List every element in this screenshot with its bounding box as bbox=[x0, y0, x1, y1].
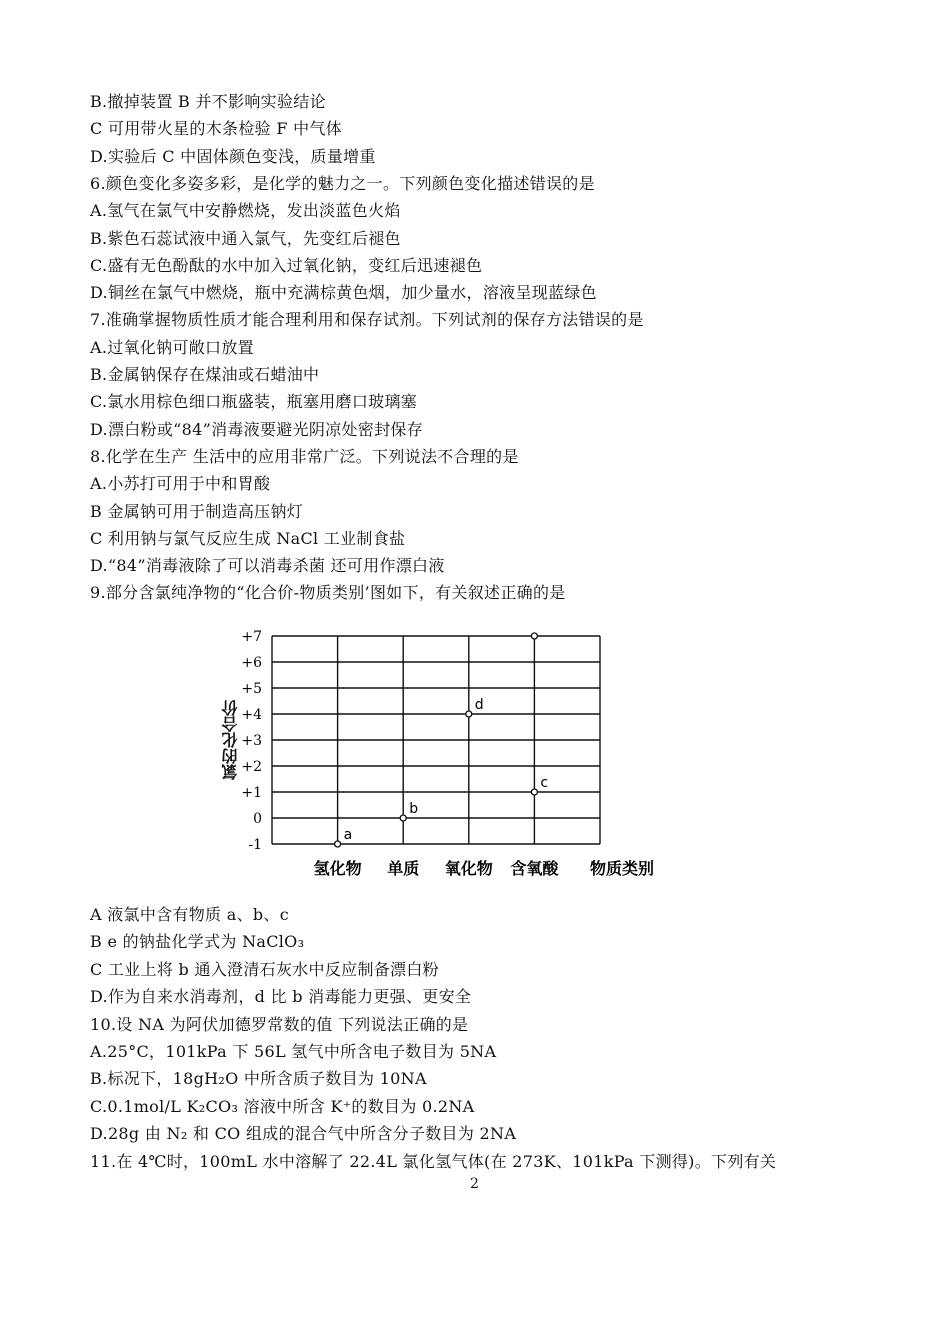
text-line: C.0.1mol/L K₂CO₃ 溶液中所含 K⁺的数目为 0.2NA bbox=[90, 1096, 475, 1116]
text-line: A 液氯中含有物质 a、b、c bbox=[90, 905, 289, 924]
text-line: D.铜丝在氯气中燃烧，瓶中充满棕黄色烟，加少量水，溶液呈现蓝绿色 bbox=[90, 283, 597, 303]
data-point-label: b bbox=[409, 801, 419, 817]
y-tick-label: +7 bbox=[241, 629, 262, 645]
text-line: A.过氧化钠可敞口放置 bbox=[90, 337, 254, 357]
x-axis-label: 物质类别 bbox=[589, 859, 655, 878]
text-line: 6.颜色变化多姿多彩，是化学的魅力之一。下列颜色变化描述错误的是 bbox=[90, 173, 595, 193]
data-point-label: a bbox=[343, 827, 353, 843]
data-point bbox=[335, 841, 341, 847]
text-line: B.标况下，18gH₂O 中所含质子数目为 10NA bbox=[90, 1069, 427, 1089]
text-line: D.漂白粉或“84”消毒液要避光阴凉处密封保存 bbox=[90, 419, 423, 439]
text-line: 7.准确掌握物质性质才能合理利用和保存试剂。下列试剂的保存方法错误的是 bbox=[90, 310, 644, 330]
y-tick-label: +5 bbox=[241, 681, 262, 697]
y-tick-label: +3 bbox=[241, 733, 262, 749]
text-line: C 可用带火星的木条检验 F 中气体 bbox=[90, 119, 343, 139]
text-line: 10.设 NA 为阿伏加德罗常数的值 下列说法正确的是 bbox=[90, 1014, 469, 1034]
text-line: 8.化学在生产 生活中的应用非常广泛。下列说法不合理的是 bbox=[90, 446, 519, 466]
text-line: C 工业上将 b 通入澄清石灰水中反应制备漂白粉 bbox=[90, 959, 439, 979]
y-tick-label: -1 bbox=[248, 837, 262, 853]
x-category-label: 氢化物 bbox=[313, 859, 362, 878]
x-category-label: 含氧酸 bbox=[510, 859, 559, 878]
data-point bbox=[531, 789, 537, 795]
y-axis-label: 氯的化合价 bbox=[221, 700, 240, 780]
data-point-label: c bbox=[540, 775, 549, 791]
data-point bbox=[531, 633, 537, 639]
text-line: B.撤掉装置 B 并不影响实验结论 bbox=[90, 92, 326, 111]
page-number: 2 bbox=[470, 1176, 479, 1192]
data-point bbox=[466, 711, 472, 717]
text-line: B e 的钠盐化学式为 NaClO₃ bbox=[90, 932, 305, 952]
text-line: D.作为自来水消毒剂，d 比 b 消毒能力更强、更安全 bbox=[90, 987, 472, 1007]
text-line: A.氢气在氯气中安静燃烧，发出淡蓝色火焰 bbox=[90, 201, 401, 221]
text-line: D.“84”消毒液除了可以消毒杀菌 还可用作漂白液 bbox=[90, 556, 445, 576]
text-line: B.金属钠保存在煤油或石蜡油中 bbox=[90, 365, 320, 384]
text-line: C.氯水用棕色细口瓶盛装，瓶塞用磨口玻璃塞 bbox=[90, 392, 418, 412]
y-tick-label: +4 bbox=[241, 707, 262, 723]
text-line: C.盛有无色酚酞的水中加入过氧化钠，变红后迅速褪色 bbox=[90, 255, 483, 275]
y-tick-label: +2 bbox=[241, 759, 262, 775]
valence-category-chart bbox=[210, 618, 670, 898]
text-line: A.小苏打可用于中和胃酸 bbox=[90, 474, 271, 494]
text-line: B 金属钠可用于制造高压钠灯 bbox=[90, 501, 304, 521]
data-point bbox=[400, 815, 406, 821]
text-line: D.28g 由 N₂ 和 CO 组成的混合气中所含分子数目为 2NA bbox=[90, 1124, 517, 1144]
y-tick-label: 0 bbox=[253, 811, 262, 827]
text-line: C 利用钠与氯气反应生成 NaCl 工业制食盐 bbox=[90, 528, 406, 548]
text-line: 11.在 4℃时，100mL 水中溶解了 22.4L 氯化氢气体(在 273K、101kPa 下测得)。下列有关 bbox=[90, 1151, 777, 1171]
text-line: 9.部分含氯纯净物的“化合价-物质类别’图如下，有关叙述正确的是 bbox=[90, 583, 566, 603]
data-point-label: d bbox=[474, 697, 484, 713]
text-line: B.紫色石蕊试液中通入氯气，先变红后褪色 bbox=[90, 228, 401, 248]
y-tick-label: +1 bbox=[241, 785, 262, 801]
x-category-label: 单质 bbox=[387, 859, 420, 878]
x-category-label: 氧化物 bbox=[444, 859, 493, 878]
text-line: A.25°C，101kPa 下 56L 氢气中所含电子数目为 5NA bbox=[90, 1042, 497, 1061]
text-line: D.实验后 C 中固体颜色变浅，质量增重 bbox=[90, 146, 376, 166]
y-tick-label: +6 bbox=[241, 655, 262, 671]
